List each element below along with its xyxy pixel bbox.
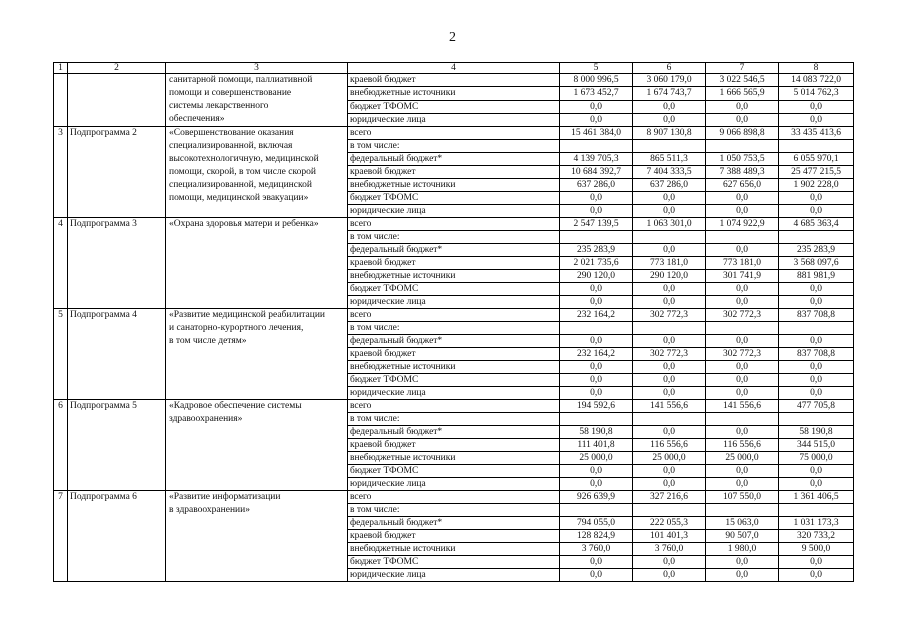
amount-cell-v8: 0,0 (779, 478, 854, 491)
column-header: 6 (633, 63, 706, 74)
amount-cell-v5: 15 461 384,0 (560, 127, 633, 140)
amount-cell-v6 (633, 413, 706, 426)
column-header: 4 (348, 63, 560, 74)
amount-cell-v8: 477 705,8 (779, 400, 854, 413)
column-header: 7 (706, 63, 779, 74)
amount-cell-v6: 8 907 130,8 (633, 127, 706, 140)
table-row (54, 400, 854, 413)
amount-cell-v6: 3 060 179,0 (633, 74, 706, 87)
description-line: высокотехнологичную, медицинской (169, 154, 319, 164)
table-body (54, 63, 854, 582)
amount-cell-v7: 116 556,6 (706, 439, 779, 452)
amount-cell-v8: 1 902 228,0 (779, 179, 854, 192)
funding-source: краевой бюджет (348, 257, 560, 270)
amount-cell-v5: 637 286,0 (560, 179, 633, 192)
amount-cell-v6: 0,0 (633, 478, 706, 491)
column-header: 3 (166, 63, 348, 74)
description-line: «Охрана здоровья матери и ребенка» (169, 219, 319, 229)
amount-cell-v7 (706, 322, 779, 335)
page-number: 2 (449, 30, 456, 45)
funding-source: бюджет ТФОМС (348, 556, 560, 569)
funding-source: внебюджетные источники (348, 87, 560, 100)
amount-cell-v7: 0,0 (706, 192, 779, 205)
funding-source: в том числе: (348, 504, 560, 517)
amount-cell-v5: 128 824,9 (560, 530, 633, 543)
amount-cell-v5: 235 283,9 (560, 244, 633, 257)
row-index: 7 (54, 491, 68, 582)
amount-cell-v7: 0,0 (706, 244, 779, 257)
amount-cell-v5: 0,0 (560, 478, 633, 491)
description-line: системы лекарственного (169, 101, 269, 111)
amount-cell-v6: 0,0 (633, 113, 706, 126)
amount-cell-v6 (633, 504, 706, 517)
amount-cell-v8 (779, 231, 854, 244)
amount-cell-v7: 15 063,0 (706, 517, 779, 530)
funding-source: краевой бюджет (348, 348, 560, 361)
subprogram-description (166, 218, 348, 309)
amount-cell-v8: 0,0 (779, 361, 854, 374)
subprogram-name: Подпрограмма 6 (68, 491, 166, 582)
amount-cell-v6: 0,0 (633, 374, 706, 387)
funding-source: федеральный бюджет* (348, 153, 560, 166)
amount-cell-v5: 3 760,0 (560, 543, 633, 556)
amount-cell-v5: 0,0 (560, 569, 633, 582)
amount-cell-v7 (706, 231, 779, 244)
amount-cell-v8 (779, 413, 854, 426)
amount-cell-v5: 0,0 (560, 113, 633, 126)
amount-cell-v7: 0,0 (706, 374, 779, 387)
amount-cell-v8: 0,0 (779, 113, 854, 126)
amount-cell-v7 (706, 413, 779, 426)
amount-cell-v7: 773 181,0 (706, 257, 779, 270)
amount-cell-v7: 0,0 (706, 296, 779, 309)
amount-cell-v8 (779, 322, 854, 335)
table-header-row (54, 63, 854, 74)
table-row (54, 127, 854, 140)
amount-cell-v6: 0,0 (633, 192, 706, 205)
description-line: в здравоохранении» (169, 505, 250, 515)
amount-cell-v5: 232 164,2 (560, 348, 633, 361)
amount-cell-v7: 627 656,0 (706, 179, 779, 192)
amount-cell-v8: 320 733,2 (779, 530, 854, 543)
description-line: санитарной помощи, паллиативной (169, 75, 313, 85)
amount-cell-v8: 0,0 (779, 556, 854, 569)
subprogram-name: Подпрограмма 3 (68, 218, 166, 309)
amount-cell-v5 (560, 504, 633, 517)
amount-cell-v5 (560, 413, 633, 426)
amount-cell-v5: 926 639,9 (560, 491, 633, 504)
funding-source: всего (348, 491, 560, 504)
amount-cell-v8: 75 000,0 (779, 452, 854, 465)
amount-cell-v6: 302 772,3 (633, 309, 706, 322)
amount-cell-v7: 0,0 (706, 569, 779, 582)
amount-cell-v8: 881 981,9 (779, 270, 854, 283)
amount-cell-v7: 141 556,6 (706, 400, 779, 413)
amount-cell-v5: 0,0 (560, 556, 633, 569)
table-row (54, 309, 854, 322)
amount-cell-v6: 773 181,0 (633, 257, 706, 270)
amount-cell-v7: 302 772,3 (706, 348, 779, 361)
funding-source: юридические лица (348, 205, 560, 218)
subprogram-name: Подпрограмма 2 (68, 127, 166, 218)
funding-source: внебюджетные источники (348, 361, 560, 374)
funding-source: внебюджетные источники (348, 179, 560, 192)
amount-cell-v6: 1 063 301,0 (633, 218, 706, 231)
amount-cell-v5: 290 120,0 (560, 270, 633, 283)
amount-cell-v6 (633, 140, 706, 153)
amount-cell-v6: 1 674 743,7 (633, 87, 706, 100)
funding-source: бюджет ТФОМС (348, 465, 560, 478)
funding-source: внебюджетные источники (348, 452, 560, 465)
amount-cell-v5: 0,0 (560, 100, 633, 113)
amount-cell-v7: 90 507,0 (706, 530, 779, 543)
amount-cell-v6: 865 511,3 (633, 153, 706, 166)
description-line: «Кадровое обеспечение системы (169, 401, 302, 411)
amount-cell-v8: 3 568 097,6 (779, 257, 854, 270)
amount-cell-v7: 0,0 (706, 113, 779, 126)
funding-source: краевой бюджет (348, 74, 560, 87)
amount-cell-v7: 301 741,9 (706, 270, 779, 283)
amount-cell-v5: 2 547 139,5 (560, 218, 633, 231)
amount-cell-v5: 232 164,2 (560, 309, 633, 322)
subprogram-name: Подпрограмма 4 (68, 309, 166, 400)
amount-cell-v8: 0,0 (779, 465, 854, 478)
description-line: специализированной, медицинской (169, 180, 312, 190)
description-line: «Развитие информатизации (169, 492, 281, 502)
amount-cell-v6: 0,0 (633, 283, 706, 296)
table-row (54, 491, 854, 504)
funding-source: бюджет ТФОМС (348, 283, 560, 296)
funding-source: в том числе: (348, 140, 560, 153)
amount-cell-v5: 0,0 (560, 361, 633, 374)
amount-cell-v6: 141 556,6 (633, 400, 706, 413)
subprogram-description (166, 309, 348, 400)
amount-cell-v6: 0,0 (633, 100, 706, 113)
funding-source: юридические лица (348, 387, 560, 400)
amount-cell-v7: 0,0 (706, 387, 779, 400)
amount-cell-v5 (560, 231, 633, 244)
amount-cell-v6: 116 556,6 (633, 439, 706, 452)
amount-cell-v7: 302 772,3 (706, 309, 779, 322)
funding-source: федеральный бюджет* (348, 426, 560, 439)
amount-cell-v8: 1 031 173,3 (779, 517, 854, 530)
funding-source: бюджет ТФОМС (348, 192, 560, 205)
amount-cell-v7: 0,0 (706, 335, 779, 348)
amount-cell-v7: 1 074 922,9 (706, 218, 779, 231)
amount-cell-v7: 25 000,0 (706, 452, 779, 465)
funding-source: юридические лица (348, 113, 560, 126)
amount-cell-v6 (633, 231, 706, 244)
description-line: специализированной, включая (169, 141, 293, 151)
amount-cell-v7 (706, 140, 779, 153)
amount-cell-v8: 14 083 722,0 (779, 74, 854, 87)
amount-cell-v8: 0,0 (779, 192, 854, 205)
funding-source: всего (348, 400, 560, 413)
amount-cell-v6: 0,0 (633, 296, 706, 309)
amount-cell-v8: 1 361 406,5 (779, 491, 854, 504)
amount-cell-v5: 0,0 (560, 465, 633, 478)
table-row (54, 218, 854, 231)
amount-cell-v5: 1 673 452,7 (560, 87, 633, 100)
amount-cell-v6: 3 760,0 (633, 543, 706, 556)
amount-cell-v6: 0,0 (633, 465, 706, 478)
amount-cell-v5: 10 684 392,7 (560, 166, 633, 179)
column-header: 2 (68, 63, 166, 74)
amount-cell-v6: 302 772,3 (633, 348, 706, 361)
amount-cell-v5: 794 055,0 (560, 517, 633, 530)
amount-cell-v7: 3 022 546,5 (706, 74, 779, 87)
description-line: помощи, скорой, в том числе скорой (169, 167, 316, 177)
description-line: «Совершенствование оказания (169, 128, 294, 138)
funding-source: всего (348, 127, 560, 140)
amount-cell-v7: 0,0 (706, 205, 779, 218)
amount-cell-v6: 25 000,0 (633, 452, 706, 465)
column-header: 1 (54, 63, 68, 74)
amount-cell-v8: 0,0 (779, 296, 854, 309)
subprogram-name: Подпрограмма 5 (68, 400, 166, 491)
amount-cell-v6 (633, 322, 706, 335)
amount-cell-v5 (560, 140, 633, 153)
column-header: 5 (560, 63, 633, 74)
amount-cell-v5: 25 000,0 (560, 452, 633, 465)
funding-source: юридические лица (348, 478, 560, 491)
amount-cell-v5: 0,0 (560, 387, 633, 400)
amount-cell-v7: 0,0 (706, 100, 779, 113)
amount-cell-v6: 0,0 (633, 335, 706, 348)
amount-cell-v8: 33 435 413,6 (779, 127, 854, 140)
description-line: и санаторно-курортного лечения, (169, 323, 304, 333)
amount-cell-v6: 0,0 (633, 426, 706, 439)
amount-cell-v6: 327 216,6 (633, 491, 706, 504)
amount-cell-v6: 0,0 (633, 205, 706, 218)
amount-cell-v6: 7 404 333,5 (633, 166, 706, 179)
amount-cell-v8: 0,0 (779, 374, 854, 387)
funding-source: бюджет ТФОМС (348, 374, 560, 387)
funding-source: юридические лица (348, 296, 560, 309)
table-row (54, 74, 854, 87)
funding-table (53, 62, 854, 582)
amount-cell-v6: 0,0 (633, 556, 706, 569)
amount-cell-v8: 837 708,8 (779, 309, 854, 322)
description-line: здравоохранения» (169, 414, 243, 424)
amount-cell-v8: 58 190,8 (779, 426, 854, 439)
amount-cell-v8: 25 477 215,5 (779, 166, 854, 179)
funding-source: всего (348, 309, 560, 322)
amount-cell-v5: 8 000 996,5 (560, 74, 633, 87)
subprogram-description (166, 400, 348, 491)
amount-cell-v6: 0,0 (633, 361, 706, 374)
amount-cell-v5: 111 401,8 (560, 439, 633, 452)
amount-cell-v6: 101 401,3 (633, 530, 706, 543)
amount-cell-v7: 107 550,0 (706, 491, 779, 504)
description-line: «Развитие медицинской реабилитации (169, 310, 326, 320)
row-index: 5 (54, 309, 68, 400)
row-index: 4 (54, 218, 68, 309)
subprogram-description (166, 127, 348, 218)
funding-source: в том числе: (348, 413, 560, 426)
row-index: 3 (54, 127, 68, 218)
subprogram-description (166, 74, 348, 127)
amount-cell-v7: 0,0 (706, 465, 779, 478)
amount-cell-v5 (560, 322, 633, 335)
description-line: обеспечения» (169, 114, 225, 124)
amount-cell-v8: 0,0 (779, 335, 854, 348)
amount-cell-v7: 9 066 898,8 (706, 127, 779, 140)
funding-source: в том числе: (348, 322, 560, 335)
funding-source: в том числе: (348, 231, 560, 244)
funding-source: федеральный бюджет* (348, 244, 560, 257)
amount-cell-v7: 0,0 (706, 426, 779, 439)
amount-cell-v5: 0,0 (560, 205, 633, 218)
description-line: помощи, медицинской эвакуации» (169, 193, 309, 203)
amount-cell-v8: 0,0 (779, 205, 854, 218)
amount-cell-v8: 4 685 363,4 (779, 218, 854, 231)
funding-source: внебюджетные источники (348, 270, 560, 283)
amount-cell-v7: 0,0 (706, 361, 779, 374)
amount-cell-v5: 0,0 (560, 192, 633, 205)
amount-cell-v8: 0,0 (779, 100, 854, 113)
amount-cell-v5: 4 139 705,3 (560, 153, 633, 166)
amount-cell-v6: 637 286,0 (633, 179, 706, 192)
amount-cell-v7: 0,0 (706, 556, 779, 569)
amount-cell-v5: 194 592,6 (560, 400, 633, 413)
subprogram-name (68, 74, 166, 127)
description-line: в том числе детям» (169, 336, 247, 346)
amount-cell-v8 (779, 140, 854, 153)
amount-cell-v8 (779, 504, 854, 517)
subprogram-description (166, 491, 348, 582)
funding-source: краевой бюджет (348, 530, 560, 543)
amount-cell-v7: 1 980,0 (706, 543, 779, 556)
amount-cell-v5: 0,0 (560, 374, 633, 387)
amount-cell-v8: 9 500,0 (779, 543, 854, 556)
amount-cell-v7: 7 388 489,3 (706, 166, 779, 179)
description-line: помощи и совершенствование (169, 88, 292, 98)
row-index (54, 74, 68, 127)
amount-cell-v8: 0,0 (779, 283, 854, 296)
amount-cell-v8: 6 055 970,1 (779, 153, 854, 166)
funding-source: краевой бюджет (348, 166, 560, 179)
amount-cell-v5: 0,0 (560, 296, 633, 309)
amount-cell-v5: 0,0 (560, 283, 633, 296)
column-header: 8 (779, 63, 854, 74)
amount-cell-v6: 0,0 (633, 387, 706, 400)
amount-cell-v7: 0,0 (706, 283, 779, 296)
amount-cell-v6: 0,0 (633, 569, 706, 582)
amount-cell-v7: 1 666 565,9 (706, 87, 779, 100)
amount-cell-v7 (706, 504, 779, 517)
amount-cell-v8: 0,0 (779, 569, 854, 582)
amount-cell-v5: 58 190,8 (560, 426, 633, 439)
amount-cell-v7: 0,0 (706, 478, 779, 491)
funding-source: бюджет ТФОМС (348, 100, 560, 113)
amount-cell-v8: 344 515,0 (779, 439, 854, 452)
amount-cell-v8: 235 283,9 (779, 244, 854, 257)
amount-cell-v5: 2 021 735,6 (560, 257, 633, 270)
funding-source: краевой бюджет (348, 439, 560, 452)
funding-source: федеральный бюджет* (348, 517, 560, 530)
amount-cell-v7: 1 050 753,5 (706, 153, 779, 166)
amount-cell-v6: 290 120,0 (633, 270, 706, 283)
amount-cell-v5: 0,0 (560, 335, 633, 348)
funding-source: всего (348, 218, 560, 231)
row-index: 6 (54, 400, 68, 491)
amount-cell-v6: 0,0 (633, 244, 706, 257)
amount-cell-v8: 5 014 762,3 (779, 87, 854, 100)
amount-cell-v8: 837 708,8 (779, 348, 854, 361)
funding-source: юридические лица (348, 569, 560, 582)
funding-source: федеральный бюджет* (348, 335, 560, 348)
amount-cell-v8: 0,0 (779, 387, 854, 400)
funding-source: внебюджетные источники (348, 543, 560, 556)
amount-cell-v6: 222 055,3 (633, 517, 706, 530)
